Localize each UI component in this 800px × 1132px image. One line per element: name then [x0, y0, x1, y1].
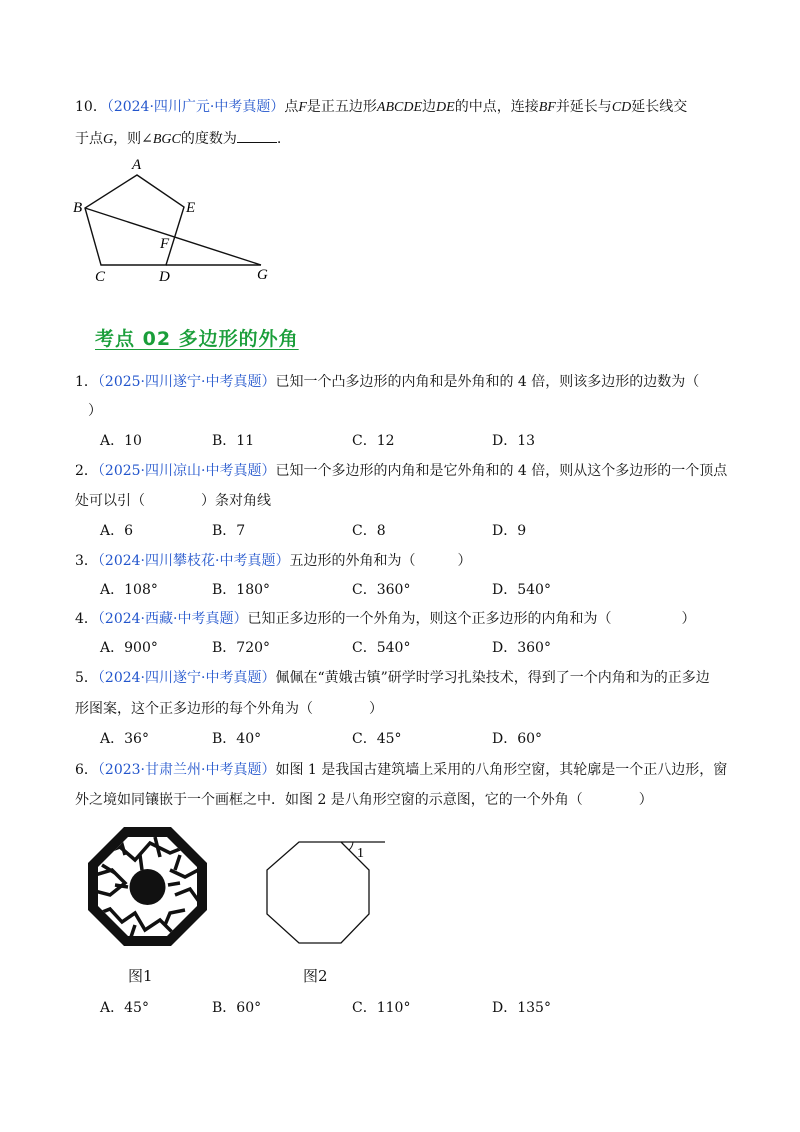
figure-1-caption: 图1: [128, 967, 153, 985]
section-title: 考点 02 多边形的外角: [95, 328, 299, 350]
option-key: D．: [492, 731, 518, 747]
option-key: B．: [212, 731, 237, 747]
option-key: D．: [492, 582, 518, 598]
q6-line1: [75, 760, 727, 780]
option-key: C．: [352, 582, 377, 598]
q1-source: （2025·四川遂宁·中考真题）: [97, 374, 276, 390]
q3-option-c[interactable]: [352, 580, 410, 600]
option-value: 9: [517, 523, 527, 539]
q1-option-b[interactable]: [212, 431, 254, 451]
q6-option-a[interactable]: [100, 998, 149, 1018]
option-key: B．: [212, 523, 237, 539]
option-value: 720°: [236, 640, 271, 656]
q1-option-d[interactable]: [492, 431, 535, 451]
q2-option-a[interactable]: [100, 521, 133, 541]
q10-text: 的度数为: [180, 131, 237, 147]
q3-text: 五边形的外角和为（ ）: [289, 553, 472, 569]
q10-var-cd: CD: [611, 100, 632, 115]
option-value: 6: [124, 523, 134, 539]
q10-var-f: F: [298, 100, 307, 115]
q4-number: 4．: [75, 611, 98, 627]
q5-option-c[interactable]: [352, 729, 402, 749]
q6-text: 如图 1 是我国古建筑墙上采用的八角形空窗，其轮廓是一个正八边形，窗: [275, 762, 728, 778]
option-value: 900°: [124, 640, 158, 656]
q10-number: 10．: [75, 99, 107, 115]
q4-line1: [75, 609, 695, 629]
q10-source: （2024·四川广元·中考真题）: [106, 99, 285, 115]
q5-option-a[interactable]: [100, 729, 149, 749]
option-key: A．: [100, 433, 125, 449]
option-key: B．: [212, 640, 237, 656]
option-key: B．: [212, 582, 237, 598]
option-key: C．: [352, 433, 377, 449]
q4-option-a[interactable]: [100, 638, 158, 658]
label-d: D: [159, 269, 170, 285]
q4-option-c[interactable]: [352, 638, 410, 658]
option-value: 180°: [236, 582, 271, 598]
q10-text: 于点: [75, 131, 103, 147]
line-bg: [85, 208, 261, 265]
q3-source: （2024·四川攀枝花·中考真题）: [97, 553, 290, 569]
option-value: 45°: [124, 1000, 149, 1016]
option-value: 110°: [376, 1000, 411, 1016]
label-a: A: [132, 157, 142, 173]
option-key: B．: [212, 1000, 237, 1016]
option-value: 540°: [376, 640, 411, 656]
q4-text: 已知正多边形的一个外角为，则这个正多边形的内角和为（ ）: [247, 611, 696, 627]
q6-source: （2023·甘肃兰州·中考真题）: [97, 762, 276, 778]
q5-source: （2024·四川遂宁·中考真题）: [97, 670, 276, 686]
q1-line1: [75, 372, 699, 392]
q10-text: ，则: [113, 131, 142, 147]
q10-text: 点: [284, 99, 299, 115]
option-key: A．: [100, 640, 125, 656]
pentagon-figure: [65, 155, 285, 285]
q5-option-b[interactable]: [212, 729, 261, 749]
q1-number: 1．: [75, 374, 98, 390]
option-value: 45°: [376, 731, 402, 747]
option-value: 11: [236, 433, 255, 449]
option-key: A．: [100, 523, 125, 539]
q2-option-d[interactable]: [492, 521, 526, 541]
octagon-window-image: [80, 825, 215, 960]
q10-text: 并延长与: [555, 99, 612, 115]
option-key: C．: [352, 640, 377, 656]
q2-line1: [75, 461, 727, 481]
q10-var-bf: BF: [538, 100, 556, 115]
q6-option-d[interactable]: [492, 998, 551, 1018]
q6-option-c[interactable]: [352, 998, 410, 1018]
label-g: G: [257, 267, 268, 283]
figure-2-caption: 图2: [303, 967, 328, 985]
option-key: C．: [352, 731, 377, 747]
option-key: A．: [100, 731, 125, 747]
q10-var-de: DE: [436, 100, 455, 115]
option-value: 135°: [517, 1000, 551, 1016]
q2-number: 2．: [75, 463, 98, 479]
q1-text: 已知一个凸多边形的内角和是外角和的 4 倍，则该多边形的边数为（: [275, 374, 700, 390]
q10-text: 边: [422, 99, 437, 115]
q5-line2: 形图案，这个正多边形的每个外角为（ ）: [75, 701, 383, 717]
option-value: 13: [517, 433, 536, 449]
q6-option-b[interactable]: [212, 998, 261, 1018]
q5-number: 5．: [75, 670, 98, 686]
q4-option-d[interactable]: [492, 638, 551, 658]
option-key: C．: [352, 1000, 377, 1016]
option-value: 12: [376, 433, 395, 449]
q5-option-d[interactable]: [492, 729, 542, 749]
q10-line1: [75, 97, 687, 118]
q3-option-d[interactable]: [492, 580, 551, 600]
q3-line1: [75, 551, 471, 571]
angle-arc: [349, 842, 353, 850]
q3-option-b[interactable]: [212, 580, 270, 600]
q1-line2: ）: [88, 403, 102, 419]
q2-text: 已知一个多边形的内角和是它外角和的 4 倍，则从这个多边形的一个顶点: [275, 463, 728, 479]
q2-source: （2025·四川凉山·中考真题）: [97, 463, 276, 479]
label-f: F: [160, 236, 170, 252]
option-value: 36°: [124, 731, 149, 747]
option-key: B．: [212, 433, 237, 449]
option-key: A．: [100, 582, 125, 598]
q10-text: 是正五边形: [306, 99, 377, 115]
option-key: D．: [492, 523, 518, 539]
q10-text: 延长线交: [631, 99, 688, 115]
q10-angle: ∠BGC: [141, 132, 181, 147]
option-key: A．: [100, 1000, 125, 1016]
label-b: B: [73, 200, 83, 216]
q3-option-a[interactable]: [100, 580, 158, 600]
q10-text: .: [276, 131, 282, 147]
option-value: 360°: [517, 640, 551, 656]
label-e: E: [186, 200, 196, 216]
label-c: C: [95, 269, 106, 285]
q4-option-b[interactable]: [212, 638, 270, 658]
q10-text: 的中点，连接: [454, 99, 539, 115]
octagon-shape: [267, 842, 369, 943]
angle-label: 1: [357, 846, 364, 861]
q3-number: 3．: [75, 553, 98, 569]
option-key: D．: [492, 1000, 518, 1016]
option-value: 8: [376, 523, 386, 539]
option-key: C．: [352, 523, 377, 539]
q2-line2: 处可以引（ ）条对角线: [75, 493, 271, 509]
option-value: 60°: [517, 731, 543, 747]
option-value: 108°: [124, 582, 158, 598]
q10-var-g: G: [103, 132, 114, 147]
q1-option-a[interactable]: [100, 431, 142, 451]
q10-var-abcde: ABCDE: [376, 100, 423, 115]
option-value: 60°: [236, 1000, 262, 1016]
option-value: 7: [236, 523, 246, 539]
q6-line2: 外之境如同镶嵌于一个画框之中．如图 2 是八角形空窗的示意图，它的一个外角（ ）: [75, 792, 653, 808]
q2-option-b[interactable]: [212, 521, 245, 541]
q6-number: 6．: [75, 762, 98, 778]
q2-option-c[interactable]: [352, 521, 386, 541]
answer-blank: [237, 128, 277, 143]
octagon-diagram: [255, 830, 395, 955]
q5-text: 佩佩在“黄娥古镇”研学时学习扎染技术，得到了一个内角和为的正多边: [275, 670, 710, 686]
option-value: 360°: [376, 582, 411, 598]
q5-line1: [75, 668, 710, 688]
option-key: D．: [492, 640, 518, 656]
q10-line2: [75, 128, 281, 150]
q1-option-c[interactable]: [352, 431, 395, 451]
option-value: 10: [124, 433, 142, 449]
option-key: D．: [492, 433, 518, 449]
option-value: 540°: [517, 582, 551, 598]
q4-source: （2024·西藏·中考真题）: [97, 611, 248, 627]
option-value: 40°: [236, 731, 262, 747]
